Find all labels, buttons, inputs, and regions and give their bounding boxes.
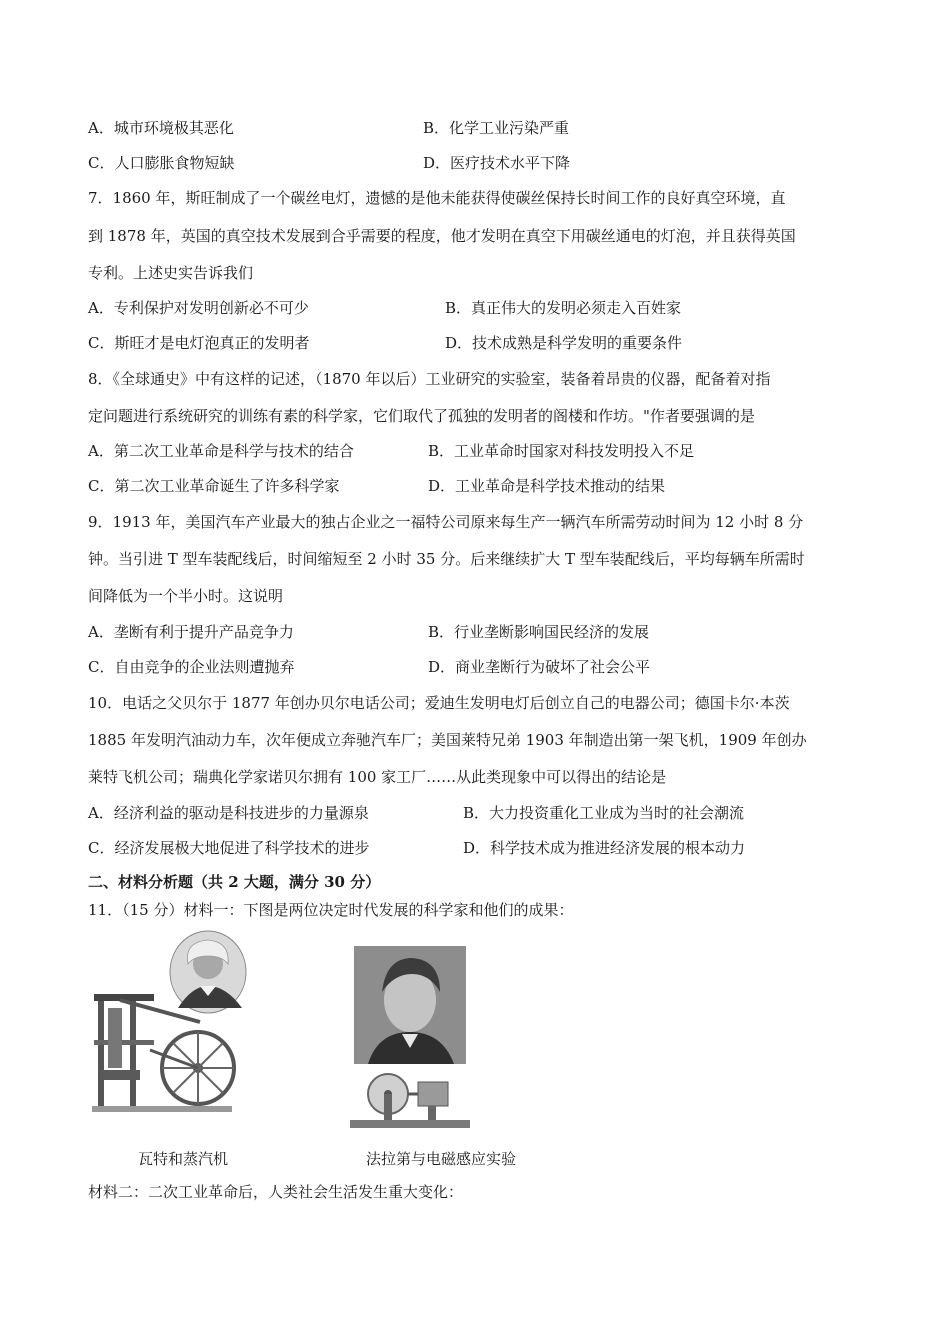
q7-option-a: A．专利保护对发明创新必不可少 bbox=[88, 299, 309, 317]
q7-stem-line-1: 7．1860 年，斯旺制成了一个碳丝电灯，遗憾的是他未能获得使碳丝保持长时间工作的良好真空环境，直 bbox=[88, 189, 786, 207]
q9-option-c: C．自由竞争的企业法则遭抛弃 bbox=[88, 658, 295, 676]
q7-option-d: D．技术成熟是科学发明的重要条件 bbox=[445, 334, 683, 352]
q7-option-b: B．真正伟大的发明必须走入百姓家 bbox=[445, 299, 682, 317]
q8-option-a: A．第二次工业革命是科学与技术的结合 bbox=[88, 442, 354, 460]
q7-stem-line-3: 专利。上述史实告诉我们 bbox=[88, 264, 254, 282]
q10-option-d: D．科学技术成为推进经济发展的根本动力 bbox=[463, 839, 746, 857]
faraday-experiment-figure bbox=[348, 944, 473, 1136]
q10-option-b: B．大力投资重化工业成为当时的社会潮流 bbox=[463, 804, 745, 822]
q10-stem-line-3: 莱特飞机公司；瑞典化学家诺贝尔拥有 100 家工厂……从此类现象中可以得出的结论是 bbox=[88, 768, 667, 786]
q6-option-d: D．医疗技术水平下降 bbox=[423, 154, 571, 172]
q9-option-a: A．垄断有利于提升产品竞争力 bbox=[88, 623, 294, 641]
q9-option-b: B．行业垄断影响国民经济的发展 bbox=[428, 623, 650, 641]
q6-option-a: A．城市环境极其恶化 bbox=[88, 119, 234, 137]
watt-steam-engine-figure bbox=[90, 930, 250, 1115]
q10-option-c: C．经济发展极大地促进了科学技术的进步 bbox=[88, 839, 370, 857]
q10-option-a: A．经济利益的驱动是科技进步的力量源泉 bbox=[88, 804, 369, 822]
q9-stem-line-1: 9．1913 年，美国汽车产业最大的独占企业之一福特公司原来每生产一辆汽车所需劳动时间为 12 小时 8 分 bbox=[88, 513, 804, 531]
q9-stem-line-3: 间降低为一个半小时。这说明 bbox=[88, 587, 284, 605]
q8-stem-line-2: 定问题进行系统研究的训练有素的科学家，它们取代了孤独的发明者的阁楼和作坊。"作者要强调的是 bbox=[88, 407, 755, 425]
q10-stem-line-1: 10．电话之父贝尔于 1877 年创办贝尔电话公司；爱迪生发明电灯后创立自己的电器公司；德国卡尔·本茨 bbox=[88, 694, 790, 712]
q7-stem-line-2: 到 1878 年，英国的真空技术发展到合乎需要的程度，他才发明在真空下用碳丝通电的灯泡，并且获得英国 bbox=[88, 227, 796, 245]
caption-faraday: 法拉第与电磁感应实验 bbox=[366, 1150, 517, 1168]
q10-stem-line-2: 1885 年发明汽油动力车，次年便成立奔驰汽车厂；美国莱特兄弟 1903 年制造出第一架飞机，1909 年创办 bbox=[88, 731, 807, 749]
caption-watt: 瓦特和蒸汽机 bbox=[138, 1150, 229, 1168]
q8-option-b: B．工业革命时国家对科技发明投入不足 bbox=[428, 442, 695, 460]
q9-option-d: D．商业垄断行为破坏了社会公平 bbox=[428, 658, 651, 676]
q8-stem-line-1: 8．《全球通史》中有这样的记述，（1870 年以后）工业研究的实验室，装备着昂贵的仪器，配备着对指 bbox=[88, 370, 771, 388]
q11-intro: 11．（15 分）材料一：下图是两位决定时代发展的科学家和他们的成果： bbox=[88, 901, 574, 919]
q11-material-2: 材料二：二次工业革命后，人类社会生活发生重大变化： bbox=[88, 1183, 464, 1201]
q8-option-c: C．第二次工业革命诞生了许多科学家 bbox=[88, 477, 340, 495]
q9-stem-line-2: 钟。当引进 T 型车装配线后，时间缩短至 2 小时 35 分。后来继续扩大 T 型车装配线后，平均每辆车所需时 bbox=[88, 550, 805, 568]
q6-option-c: C．人口膨胀食物短缺 bbox=[88, 154, 235, 172]
q7-option-c: C．斯旺才是电灯泡真正的发明者 bbox=[88, 334, 310, 352]
q6-option-b: B．化学工业污染严重 bbox=[423, 119, 570, 137]
q8-option-d: D．工业革命是科学技术推动的结果 bbox=[428, 477, 666, 495]
section-heading: 二、材料分析题（共 2 大题，满分 30 分） bbox=[88, 873, 381, 891]
